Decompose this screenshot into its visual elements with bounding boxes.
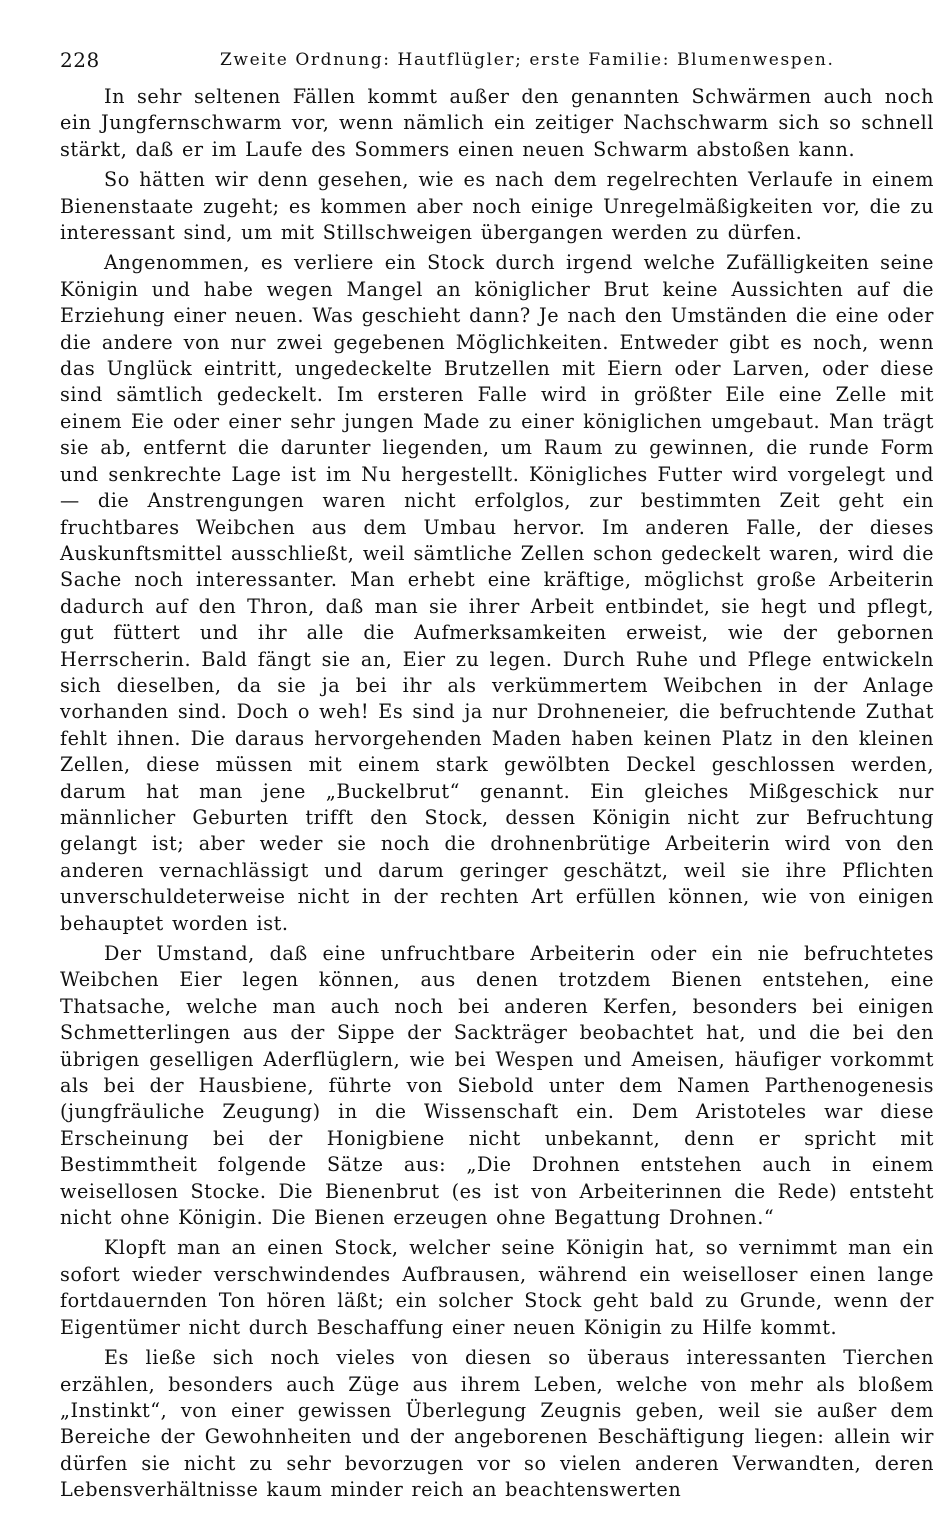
paragraph-schluss: Es ließe sich noch vieles von diesen so überaus interessanten Tierchen erzählen, besonders auch Züge aus ihrem Leben, welche von mehr als bloßem „Instinkt“, von einer gewissen Überlegung Zeugnis geben, weil sie außer dem Bereiche der Gewohnheiten und der angeborenen Beschäftigung liegen: allein wir dürfen sie nicht zu sehr bevorzugen vor so vielen anderen Verwandten, deren Lebensverhältnisse kaum minder reich an beachtenswerten — [60, 1346, 934, 1502]
paragraph-verlust-der-koenigin: Angenommen, es verliere ein Stock durch irgend welche Zufälligkeiten seine Königin und habe wegen Mangel an königlicher Brut keine Aussichten auf die Erziehung einer neuen. Was geschieht dann? Je nach den Umständen die eine oder die andere von nur zwei gegebenen Möglichkeiten. Entweder gibt es noch, wenn das Unglück eintritt, ungedeckelte Brutzellen mit Eiern oder Larven, oder diese sind sämtlich gedeckelt. Im ersteren Falle wird in größter Eile eine Zelle mit einem Eie oder einer sehr jungen Made zu einer königlichen umgebaut. Man trägt sie ab, entfernt die darunter liegenden, um Raum zu gewinnen, die runde Form und senkrechte Lage ist im Nu hergestellt. Königliches Futter wird vorgelegt und — die Anstrengungen waren nicht erfolglos, zur bestimmten Zeit geht ein fruchtbares Weibchen aus dem Umbau hervor. Im anderen Falle, der dieses Auskunftsmittel ausschließt, weil sämtliche Zellen schon gedeckelt waren, wird die Sache noch interessanter. Man erhebt eine kräftige, möglichst große Arbeiterin dadurch auf den Thron, daß man sie ihrer Arbeit entbindet, sie hegt und pflegt, gut füttert und ihr alle die Aufmerksamkeiten erweist, wie der gebornen Herrscherin. Bald fängt sie an, Eier zu legen. Durch Ruhe und Pflege entwickeln sich dieselben, da sie ja bei ihr als verkümmertem Weibchen in der Anlage vorhanden sind. Doch o weh! Es sind ja nur Drohneneier, die befruchtende Zuthat fehlt ihnen. Die daraus hervorgehenden Maden haben keinen Platz in den kleinen Zellen, diese müssen mit einem stark gewölbten Deckel geschlossen werden, darum hat man jene „Buckelbrut“ genannt. Ein gleiches Mißgeschick nur männlicher Geburten trifft den Stock, dessen Königin nicht zur Befruchtung gelangt ist; aber weder sie noch die drohnenbrütige Arbeiterin wird von den anderen vernachlässigt und darum geringer geschätzt, weil sie ihre Pflichten unverschuldeterweise nicht in der rechten Art erfüllen können, wie von einigen behauptet worden ist. — [60, 251, 934, 935]
paragraph-unregelmaessigkeiten: So hätten wir denn gesehen, wie es nach dem regelrechten Verlaufe in einem Bienenstaate zugeht; es kommen aber noch einige Unregelmäßigkeiten vor, die zu interessant sind, um mit Stillschweigen übergangen werden zu dürfen. — [60, 168, 934, 245]
paragraph-parthenogenesis: Der Umstand, daß eine unfruchtbare Arbeiterin oder ein nie befruchtetes Weibchen Eier legen können, aus denen trotzdem Bienen entstehen, eine Thatsache, welche man auch noch bei anderen Kerfen, besonders bei einigen Schmetterlingen aus der Sippe der Sackträger beobachtet hat, und die bei den übrigen geselligen Aderflüglern, wie bei Wespen und Ameisen, häufiger vorkommt als bei der Hausbiene, führte von Siebold unter dem Namen Parthenogenesis (jungfräuliche Zeugung) in die Wissenschaft ein. Dem Aristoteles war diese Erscheinung bei der Honigbiene nicht unbekannt, denn er spricht mit Bestimmtheit folgende Sätze aus: „Die Drohnen entstehen auch in einem weisellosen Stocke. Die Bienenbrut (es ist von Arbeiterinnen die Rede) entsteht nicht ohne Königin. Die Bienen erzeugen ohne Begattung Drohnen.“ — [60, 942, 934, 1230]
body-text — [60, 84, 934, 1504]
paragraph-weiselloser-stock: Klopft man an einen Stock, welcher seine Königin hat, so vernimmt man ein sofort wieder verschwindendes Aufbrausen, während ein weiselloser einen lange fortdauernden Ton hören läßt; ein solcher Stock geht bald zu Grunde, wenn der Eigentümer nicht durch Beschaffung einer neuen Königin zu Hilfe kommt. — [60, 1236, 934, 1339]
paragraph-jungfernschwarm: In sehr seltenen Fällen kommt außer den genannten Schwärmen auch noch ein Jungfernschwarm vor, wenn nämlich ein zeitiger Nachschwarm sich so schnell stärkt, daß er im Laufe des Sommers einen neuen Schwarm abstoßen kann. — [60, 85, 934, 161]
running-head — [60, 44, 934, 84]
page-number: 228 — [60, 48, 100, 72]
running-title: Zweite Ordnung: Hautflügler; erste Familie: Blumenwespen. — [220, 50, 835, 70]
